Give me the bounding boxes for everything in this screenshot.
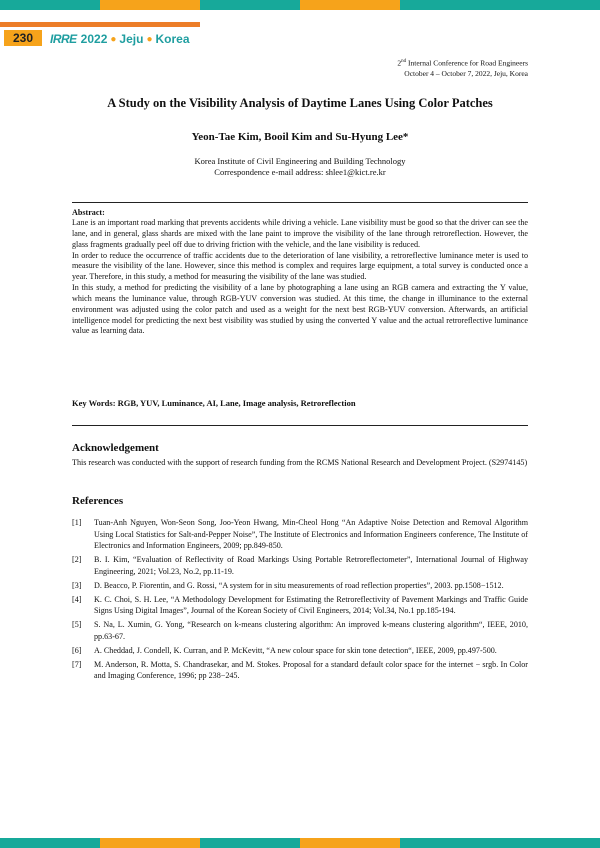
top-color-band — [0, 0, 600, 10]
reference-item — [72, 619, 528, 642]
reference-item — [72, 554, 528, 577]
reference-item — [72, 580, 528, 592]
reference-item — [72, 645, 528, 657]
keywords: Key Words: RGB, YUV, Luminance, AI, Lane, Image analysis, Retroreflection — [72, 398, 356, 408]
reference-text: M. Anderson, R. Motta, S. Chandrasekar, and M. Stokes. Proposal for a standard default color space for the internet − srgb. In Color and Imaging Conference, 1996; pp 238−245. — [94, 659, 528, 681]
reference-number: [5] — [72, 620, 82, 630]
reference-item — [72, 594, 528, 617]
reference-number: [4] — [72, 594, 82, 604]
correspondence: Correspondence e-mail address: shlee1@kict.re.kr — [214, 167, 386, 177]
acknowledgement-heading: Acknowledgement — [72, 442, 159, 454]
conference-brand-mark: IRRE — [50, 32, 77, 46]
reference-text: Tuan-Anh Nguyen, Won-Seon Song, Joo-Yeon Hwang, Min-Cheol Hong “An Adaptive Noise Detection and Removal Algorithm Using Local Statistics for Salt-and-Pepper Noise”, The Institute of Electronics and Information Engineers conference, The Institute of Electronics and Information Engineers, 2009; pp.849-850. — [94, 518, 528, 551]
conference-name: 2nd Internal Conference for Road Engineers — [397, 58, 528, 68]
reference-number: [3] — [72, 580, 82, 590]
reference-text: S. Na, L. Xumin, G. Yong, “Research on k-means clustering algorithm: An improved k-means clustering algorithm“, IEEE, 2010, pp.63-67. — [94, 620, 528, 641]
reference-number: [1] — [72, 518, 82, 527]
reference-text: K. C. Choi, S. H. Lee, “A Methodology Development for Estimating the Retroreflectivity of Pavement Markings and Traffic Guide Signs Using Digital Images”, Journal of the Korean Society of Civil Engineers, 2014; Vol.34, No.1 pp.185-194. — [94, 594, 528, 616]
reference-item — [72, 659, 528, 682]
paper-title: A Study on the Visibility Analysis of Daytime Lanes Using Color Patches — [107, 96, 493, 110]
abstract-section — [72, 207, 528, 337]
conference-logo — [50, 30, 190, 48]
dot-separator-icon: ● — [146, 33, 153, 45]
abstract-heading: Abstract: — [72, 208, 105, 217]
reference-number: [7] — [72, 659, 82, 669]
reference-list — [72, 517, 528, 684]
bottom-color-band — [0, 838, 600, 848]
reference-number: [2] — [72, 555, 82, 565]
dot-separator-icon: ● — [110, 33, 117, 45]
references-heading: References — [72, 495, 124, 507]
affiliation: Korea Institute of Civil Engineering and Building Technology — [194, 156, 406, 166]
conference-year: 2022 — [80, 32, 108, 46]
divider — [72, 202, 528, 203]
abstract-paragraph: Lane is an important road marking that prevents accidents while driving a vehicle. Lane visibility must be good so that the driver can see the lane, and in general, glass shards are mixed with the lane paint to improve the visibility of the lane through retroreflection. However, the glass fragments gradually peel off due to driving friction with the vehicle, and the lane visibility is reduced. — [72, 218, 528, 249]
reference-text: D. Beacco, P. Fiorentin, and G. Rossi, “A system for in situ measurements of road reflection properties”, 2003. pp.1508−1512. — [94, 580, 504, 590]
reference-text: A. Cheddad, J. Condell, K. Curran, and P. McKevitt, “A new colour space for skin tone detection“, IEEE, 2009, pp.497-500. — [94, 645, 497, 655]
abstract-paragraph: In this study, a method for predicting the visibility of a lane by photographing a lane using an RGB camera and extracting the Y value, which means the luminance value, through RGB-YUV conversion was studied. At this time, the change in illuminance to the external environment was adjusted using the color patch and used as a weight for the next best RGB-YUV conversion. Afterwards, an artificial intelligence model for predicting the next best visibility was studied by using the converted Y value and the actual retroreflective luminance value as learning data. — [72, 283, 528, 336]
conference-info — [397, 57, 528, 79]
acknowledgement-text: This research was conducted with the support of research funding from the RCMS National Research and Development Project. (S2974145) — [72, 458, 528, 467]
abstract-paragraph: In order to reduce the occurrence of traffic accidents due to the deterioration of lane visibility, a retroreflective luminance meter is used to measure the visibility of the lane. However, since this method is complex and requires large equipment, a total survey is conducted once a year. Therefore, in this study, a method for measuring the visibility of the lane was studied. — [72, 250, 528, 282]
authors: Yeon-Tae Kim, Booil Kim and Su-Hyung Lee* — [191, 131, 409, 143]
conference-location-2: Korea — [155, 32, 190, 46]
reference-text: B. I. Kim, “Evaluation of Reflectivity of Road Markings Using Portable Retroreflectometer”, International Journal of Highway Engineering, 2021; Vol.23, No.2, pp.11-19. — [94, 555, 528, 576]
reference-item — [72, 517, 528, 552]
reference-number: [6] — [72, 645, 82, 655]
conference-location-1: Jeju — [119, 32, 144, 46]
header-stripe — [0, 22, 200, 27]
page-number: 230 — [4, 30, 42, 46]
conference-dates: October 4 – October 7, 2022, Jeju, Korea — [404, 68, 528, 78]
affiliation-block — [0, 156, 600, 178]
divider — [72, 425, 528, 426]
